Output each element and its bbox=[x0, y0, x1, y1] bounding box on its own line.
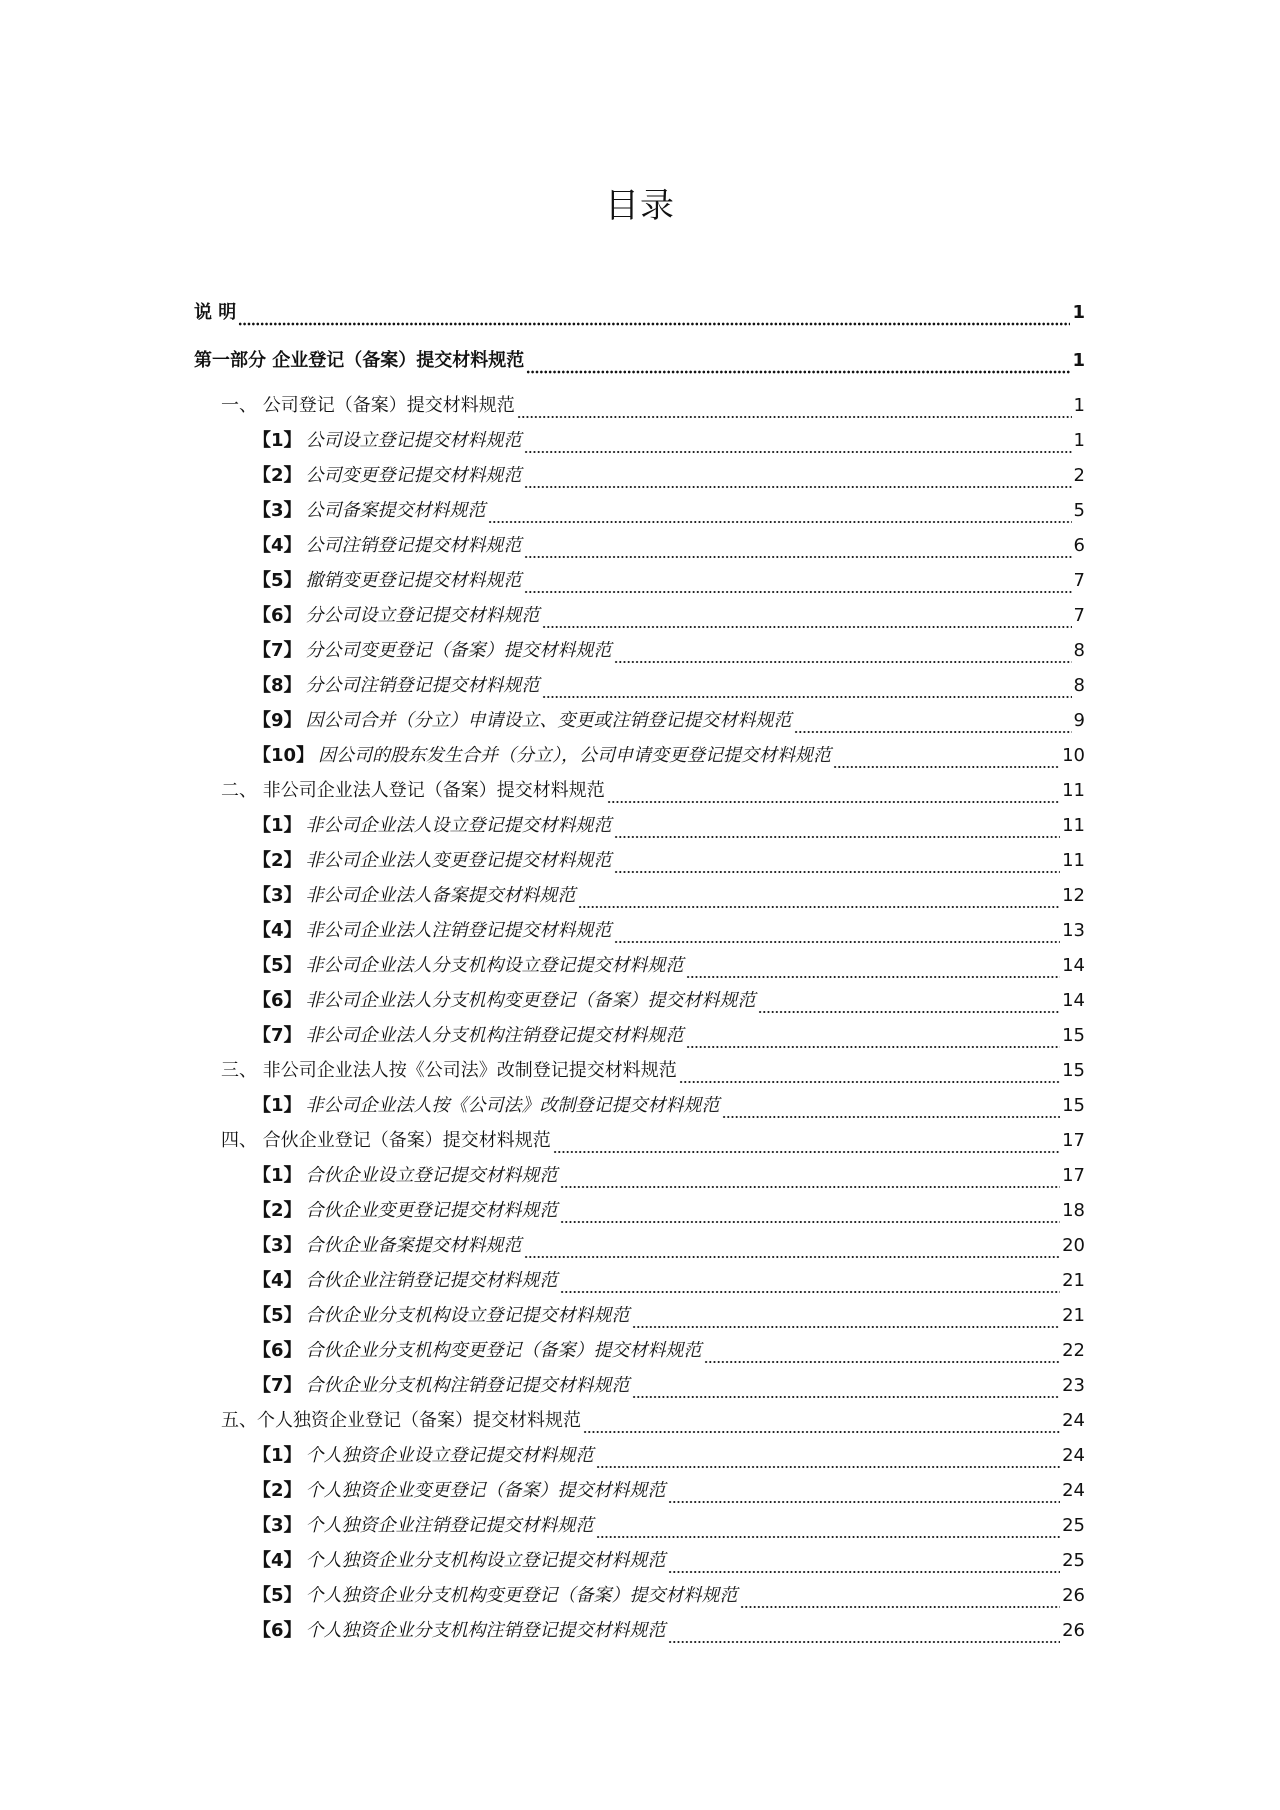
toc-entry[interactable] bbox=[253, 1338, 1085, 1364]
toc-entry-page-number: 11 bbox=[1062, 815, 1085, 836]
toc-entry-label: 非公司企业法人按《公司法》改制登记提交材料规范 bbox=[305, 1095, 720, 1116]
toc-entry-label: 说 明 bbox=[194, 302, 237, 323]
toc-entry-number: 【10】 bbox=[253, 745, 315, 766]
toc-entry-label: 五、个人独资企业登记（备案）提交材料规范 bbox=[221, 1410, 581, 1431]
toc-entry[interactable] bbox=[221, 778, 1085, 804]
toc-entry-number: 【2】 bbox=[253, 1200, 302, 1221]
toc-entry-number: 【4】 bbox=[253, 1550, 302, 1571]
dot-leader bbox=[668, 1484, 1061, 1504]
dot-leader bbox=[632, 1379, 1061, 1399]
dot-leader bbox=[614, 854, 1061, 874]
toc-entry-label: 分公司变更登记（备案）提交材料规范 bbox=[305, 640, 612, 661]
toc-entry-label: 个人独资企业变更登记（备案）提交材料规范 bbox=[305, 1480, 666, 1501]
dot-leader bbox=[524, 539, 1072, 559]
toc-entry-page-number: 21 bbox=[1062, 1270, 1085, 1291]
toc-entry[interactable] bbox=[253, 1233, 1085, 1259]
dot-leader bbox=[614, 924, 1061, 944]
dot-leader bbox=[722, 1099, 1061, 1119]
toc-entry[interactable] bbox=[253, 813, 1085, 839]
toc-entry-number: 【5】 bbox=[253, 1305, 302, 1326]
toc-entry[interactable] bbox=[221, 1128, 1085, 1154]
toc-entry-page-number: 1 bbox=[1073, 395, 1085, 416]
toc-entry[interactable] bbox=[253, 428, 1085, 454]
toc-entry-number: 【4】 bbox=[253, 920, 302, 941]
toc-entry-label: 合伙企业分支机构注销登记提交材料规范 bbox=[305, 1375, 630, 1396]
dot-leader bbox=[560, 1274, 1061, 1294]
toc-entry-page-number: 26 bbox=[1062, 1585, 1085, 1606]
toc-entry-label: 非公司企业法人注销登记提交材料规范 bbox=[305, 920, 612, 941]
toc-entry-page-number: 15 bbox=[1062, 1025, 1085, 1046]
toc-entry[interactable] bbox=[253, 708, 1085, 734]
dot-leader bbox=[614, 819, 1061, 839]
toc-entry-number: 【6】 bbox=[253, 990, 302, 1011]
toc-entry-page-number: 5 bbox=[1073, 500, 1085, 521]
toc-entry[interactable] bbox=[253, 1513, 1085, 1539]
toc-entry[interactable] bbox=[253, 498, 1085, 524]
toc-entry-label: 第一部分 企业登记（备案）提交材料规范 bbox=[194, 350, 525, 371]
toc-entry-label: 合伙企业变更登记提交材料规范 bbox=[305, 1200, 558, 1221]
toc-entry[interactable] bbox=[253, 918, 1085, 944]
toc-entry[interactable] bbox=[194, 300, 1085, 326]
dot-leader bbox=[553, 1134, 1060, 1154]
toc-entry-page-number: 17 bbox=[1062, 1165, 1085, 1186]
dot-leader bbox=[794, 714, 1072, 734]
dot-leader bbox=[578, 889, 1061, 909]
toc-entry[interactable] bbox=[253, 568, 1085, 594]
dot-leader bbox=[542, 679, 1072, 699]
dot-leader bbox=[596, 1519, 1061, 1539]
toc-entry-label: 公司变更登记提交材料规范 bbox=[305, 465, 522, 486]
dot-leader bbox=[686, 959, 1061, 979]
toc-entry-number: 【4】 bbox=[253, 535, 302, 556]
dot-leader bbox=[758, 994, 1061, 1014]
toc-entry-number: 【3】 bbox=[253, 1515, 302, 1536]
toc-entry-label: 合伙企业备案提交材料规范 bbox=[305, 1235, 522, 1256]
toc-entry-page-number: 1 bbox=[1073, 430, 1085, 451]
toc-entry[interactable] bbox=[194, 348, 1085, 374]
toc-entry-page-number: 12 bbox=[1062, 885, 1085, 906]
toc-entry-number: 【1】 bbox=[253, 1445, 302, 1466]
dot-leader bbox=[524, 574, 1072, 594]
dot-leader bbox=[679, 1064, 1060, 1084]
toc-entry[interactable] bbox=[253, 953, 1085, 979]
dot-leader bbox=[596, 1449, 1061, 1469]
page-title: 目录 bbox=[605, 186, 675, 226]
toc-entry[interactable] bbox=[253, 743, 1085, 769]
toc-entry-page-number: 7 bbox=[1073, 570, 1085, 591]
toc-entry-page-number: 8 bbox=[1073, 640, 1085, 661]
dot-leader bbox=[524, 469, 1072, 489]
toc-entry[interactable] bbox=[253, 533, 1085, 559]
toc-entry[interactable] bbox=[253, 603, 1085, 629]
toc-entry[interactable] bbox=[253, 638, 1085, 664]
toc-entry-number: 【5】 bbox=[253, 955, 302, 976]
toc-entry[interactable] bbox=[253, 1443, 1085, 1469]
toc-entry-label: 公司注销登记提交材料规范 bbox=[305, 535, 522, 556]
toc-entry-page-number: 14 bbox=[1062, 990, 1085, 1011]
dot-leader bbox=[686, 1029, 1061, 1049]
toc-entry-number: 【4】 bbox=[253, 1270, 302, 1291]
toc-entry-page-number: 21 bbox=[1062, 1305, 1085, 1326]
toc-entry-label: 撤销变更登记提交材料规范 bbox=[305, 570, 522, 591]
toc-entry-page-number: 25 bbox=[1062, 1550, 1085, 1571]
toc-entry-label: 合伙企业设立登记提交材料规范 bbox=[305, 1165, 558, 1186]
dot-leader bbox=[488, 504, 1072, 524]
toc-entry-label: 非公司企业法人分支机构注销登记提交材料规范 bbox=[305, 1025, 684, 1046]
toc-entry-label: 四、 合伙企业登记（备案）提交材料规范 bbox=[221, 1130, 551, 1151]
toc-entry-page-number: 1 bbox=[1072, 302, 1085, 323]
toc-entry[interactable] bbox=[253, 1618, 1085, 1644]
toc-entry-label: 个人独资企业分支机构设立登记提交材料规范 bbox=[305, 1550, 666, 1571]
toc-entry-page-number: 22 bbox=[1062, 1340, 1085, 1361]
toc-entry-number: 【2】 bbox=[253, 850, 302, 871]
toc-entry-page-number: 13 bbox=[1062, 920, 1085, 941]
toc-entry-page-number: 25 bbox=[1062, 1515, 1085, 1536]
toc-entry[interactable] bbox=[221, 1408, 1085, 1434]
toc-entry-page-number: 23 bbox=[1062, 1375, 1085, 1396]
toc-entry-number: 【2】 bbox=[253, 1480, 302, 1501]
toc-entry-page-number: 15 bbox=[1062, 1060, 1085, 1081]
toc-entry[interactable] bbox=[253, 1268, 1085, 1294]
toc-entry[interactable] bbox=[221, 1058, 1085, 1084]
toc-entry-page-number: 6 bbox=[1073, 535, 1085, 556]
toc-entry-label: 非公司企业法人备案提交材料规范 bbox=[305, 885, 576, 906]
toc-entry-label: 三、 非公司企业法人按《公司法》改制登记提交材料规范 bbox=[221, 1060, 677, 1081]
toc-entry-page-number: 26 bbox=[1062, 1620, 1085, 1641]
dot-leader bbox=[614, 644, 1072, 664]
dot-leader bbox=[524, 434, 1072, 454]
dot-leader bbox=[833, 749, 1060, 769]
toc-entry-label: 个人独资企业设立登记提交材料规范 bbox=[305, 1445, 594, 1466]
toc-entry-number: 【3】 bbox=[253, 1235, 302, 1256]
toc-entry-number: 【1】 bbox=[253, 815, 302, 836]
dot-leader bbox=[668, 1624, 1061, 1644]
toc-entry-label: 合伙企业注销登记提交材料规范 bbox=[305, 1270, 558, 1291]
toc-entry[interactable] bbox=[253, 1303, 1085, 1329]
toc-entry-number: 【6】 bbox=[253, 1620, 302, 1641]
toc-entry-page-number: 24 bbox=[1062, 1410, 1085, 1431]
toc-entry-page-number: 24 bbox=[1062, 1480, 1085, 1501]
toc-entry-page-number: 24 bbox=[1062, 1445, 1085, 1466]
dot-leader bbox=[607, 784, 1060, 804]
dot-leader bbox=[560, 1204, 1061, 1224]
toc-entry[interactable] bbox=[253, 1548, 1085, 1574]
toc-entry-number: 【5】 bbox=[253, 1585, 302, 1606]
toc-entry-number: 【7】 bbox=[253, 1025, 302, 1046]
toc-entry-label: 个人独资企业注销登记提交材料规范 bbox=[305, 1515, 594, 1536]
toc-entry[interactable] bbox=[253, 1583, 1085, 1609]
toc-entry-number: 【6】 bbox=[253, 1340, 302, 1361]
dot-leader bbox=[704, 1344, 1061, 1364]
toc-entry-label: 非公司企业法人变更登记提交材料规范 bbox=[305, 850, 612, 871]
toc-entry[interactable] bbox=[253, 883, 1085, 909]
toc-entry-number: 【8】 bbox=[253, 675, 302, 696]
dot-leader bbox=[560, 1169, 1061, 1189]
toc-entry-page-number: 14 bbox=[1062, 955, 1085, 976]
toc-entry-label: 公司设立登记提交材料规范 bbox=[305, 430, 522, 451]
toc-entry[interactable] bbox=[253, 1478, 1085, 1504]
toc-entry[interactable] bbox=[253, 1023, 1085, 1049]
toc-entry-page-number: 10 bbox=[1062, 745, 1085, 766]
toc-entry-label: 个人独资企业分支机构变更登记（备案）提交材料规范 bbox=[305, 1585, 738, 1606]
toc-entry-label: 非公司企业法人分支机构变更登记（备案）提交材料规范 bbox=[305, 990, 756, 1011]
dot-leader bbox=[238, 306, 1070, 326]
dot-leader bbox=[517, 399, 1072, 419]
dot-leader bbox=[542, 609, 1072, 629]
toc-entry-page-number: 15 bbox=[1062, 1095, 1085, 1116]
toc-entry-number: 【3】 bbox=[253, 885, 302, 906]
toc-entry-page-number: 20 bbox=[1062, 1235, 1085, 1256]
toc-entry-number: 【1】 bbox=[253, 430, 302, 451]
toc-entry-label: 非公司企业法人分支机构设立登记提交材料规范 bbox=[305, 955, 684, 976]
toc-entry-page-number: 11 bbox=[1062, 850, 1085, 871]
toc-entry-page-number: 11 bbox=[1062, 780, 1085, 801]
toc-entry[interactable] bbox=[253, 1093, 1085, 1119]
toc-entry-number: 【3】 bbox=[253, 500, 302, 521]
toc-entry[interactable] bbox=[253, 673, 1085, 699]
toc-entry[interactable] bbox=[253, 988, 1085, 1014]
toc-entry-label: 公司备案提交材料规范 bbox=[305, 500, 486, 521]
dot-leader bbox=[632, 1309, 1061, 1329]
toc-entry-page-number: 2 bbox=[1073, 465, 1085, 486]
toc-entry[interactable] bbox=[253, 1198, 1085, 1224]
toc-entry-page-number: 9 bbox=[1073, 710, 1085, 731]
toc-entry-number: 【2】 bbox=[253, 465, 302, 486]
toc-entry-label: 二、 非公司企业法人登记（备案）提交材料规范 bbox=[221, 780, 605, 801]
toc-entry-number: 【6】 bbox=[253, 605, 302, 626]
toc-entry-page-number: 7 bbox=[1073, 605, 1085, 626]
toc-entry-page-number: 8 bbox=[1073, 675, 1085, 696]
toc-entry-label: 分公司设立登记提交材料规范 bbox=[305, 605, 540, 626]
toc-entry-number: 【7】 bbox=[253, 1375, 302, 1396]
toc-entry[interactable] bbox=[253, 848, 1085, 874]
toc-entry-number: 【9】 bbox=[253, 710, 302, 731]
toc-entry-number: 【7】 bbox=[253, 640, 302, 661]
toc-entry-label: 合伙企业分支机构设立登记提交材料规范 bbox=[305, 1305, 630, 1326]
toc-entry-label: 因公司的股东发生合并（分立），公司申请变更登记提交材料规范 bbox=[318, 745, 832, 766]
toc-entry-label: 一、 公司登记（备案）提交材料规范 bbox=[221, 395, 515, 416]
toc-entry[interactable] bbox=[253, 1163, 1085, 1189]
toc-entry[interactable] bbox=[221, 393, 1085, 419]
toc-entry-label: 非公司企业法人设立登记提交材料规范 bbox=[305, 815, 612, 836]
toc-entry-page-number: 18 bbox=[1062, 1200, 1085, 1221]
toc-entry-label: 分公司注销登记提交材料规范 bbox=[305, 675, 540, 696]
toc-entry-label: 因公司合并（分立）申请设立、变更或注销登记提交材料规范 bbox=[305, 710, 792, 731]
toc-entry[interactable] bbox=[253, 463, 1085, 489]
toc-entry-page-number: 1 bbox=[1072, 350, 1085, 371]
toc-entry-label: 合伙企业分支机构变更登记（备案）提交材料规范 bbox=[305, 1340, 702, 1361]
toc-entry-number: 【5】 bbox=[253, 570, 302, 591]
toc-entry-page-number: 17 bbox=[1062, 1130, 1085, 1151]
dot-leader bbox=[583, 1414, 1060, 1434]
toc-entry-number: 【1】 bbox=[253, 1165, 302, 1186]
toc-entry-number: 【1】 bbox=[253, 1095, 302, 1116]
dot-leader bbox=[668, 1554, 1061, 1574]
dot-leader bbox=[740, 1589, 1061, 1609]
toc-entry[interactable] bbox=[253, 1373, 1085, 1399]
dot-leader bbox=[526, 354, 1070, 374]
toc-entry-label: 个人独资企业分支机构注销登记提交材料规范 bbox=[305, 1620, 666, 1641]
dot-leader bbox=[524, 1239, 1061, 1259]
